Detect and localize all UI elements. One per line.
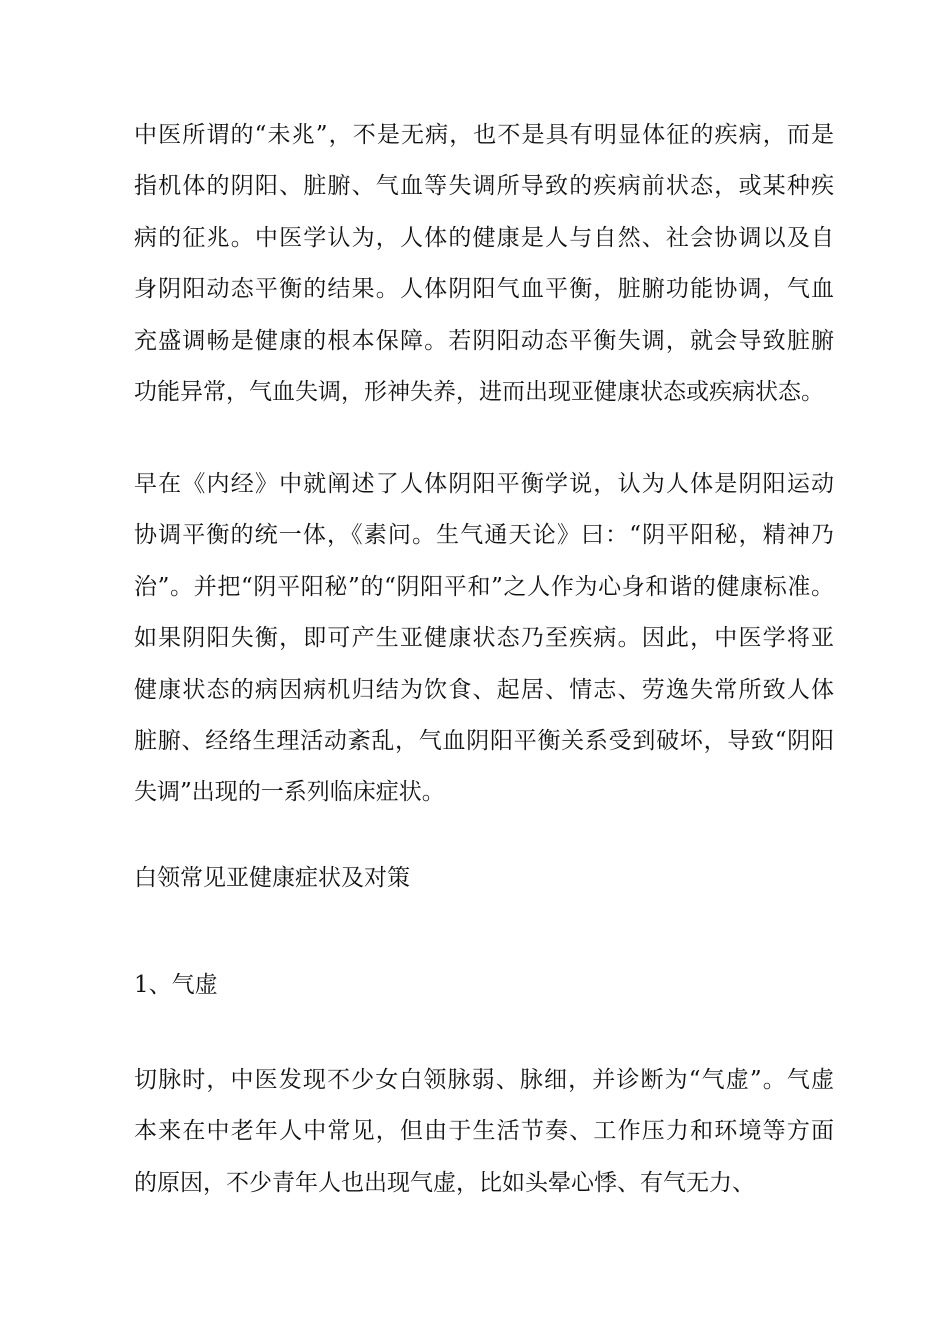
text-line: 身阴阳动态平衡的结果。人体阴阳气血平衡，脏腑功能协调，气血 [134, 276, 834, 303]
text-line: 脏腑、经络生理活动紊乱，气血阴阳平衡关系受到破坏，导致“阴阳 [134, 728, 834, 755]
item-heading-qixu: 1、气虚 [134, 972, 218, 998]
text-line: 指机体的阴阳、脏腑、气血等失调所导致的疾病前状态，或某种疾 [134, 173, 834, 200]
text-line: 治”。并把“阴平阳秘”的“阴阳平和”之人作为心身和谐的健康标准。 [134, 573, 834, 600]
text-line: 病的征兆。中医学认为，人体的健康是人与自然、社会协调以及自 [134, 224, 834, 251]
text-line: 早在《内经》中就阐述了人体阴阳平衡学说，认为人体是阴阳运动 [134, 471, 834, 497]
section-title: 白领常见亚健康症状及对策 [134, 865, 410, 891]
text-line: 失调”出现的一系列临床症状。 [134, 779, 445, 806]
text-line: 如果阴阳失衡，即可产生亚健康状态乃至疾病。因此，中医学将亚 [134, 625, 834, 652]
paragraph-neijing [134, 459, 834, 819]
text-line: 协调平衡的统一体，《素问。生气通天论》曰：“阴平阳秘，精神乃 [134, 522, 834, 549]
text-line: 充盛调畅是健康的根本保障。若阴阳动态平衡失调，就会导致脏腑 [134, 327, 834, 354]
text-line: 中医所谓的“未兆”，不是无病，也不是具有明显体征的疾病，而是 [134, 122, 834, 148]
text-line: 本来在中老年人中常见，但由于生活节奏、工作压力和环境等方面 [134, 1118, 834, 1145]
text-line: 切脉时，中医发现不少女白领脉弱、脉细，并诊断为“气虚”。气虚 [134, 1067, 834, 1093]
text-line: 功能异常，气血失调，形神失养，进而出现亚健康状态或疾病状态。 [134, 379, 824, 406]
text-line: 的原因，不少青年人也出现气虚，比如头晕心悸、有气无力、 [134, 1169, 755, 1196]
text-line: 健康状态的病因病机归结为饮食、起居、情志、劳逸失常所致人体 [134, 676, 834, 703]
paragraph-qixu [134, 1055, 834, 1209]
paragraph-weizhao [134, 110, 834, 418]
